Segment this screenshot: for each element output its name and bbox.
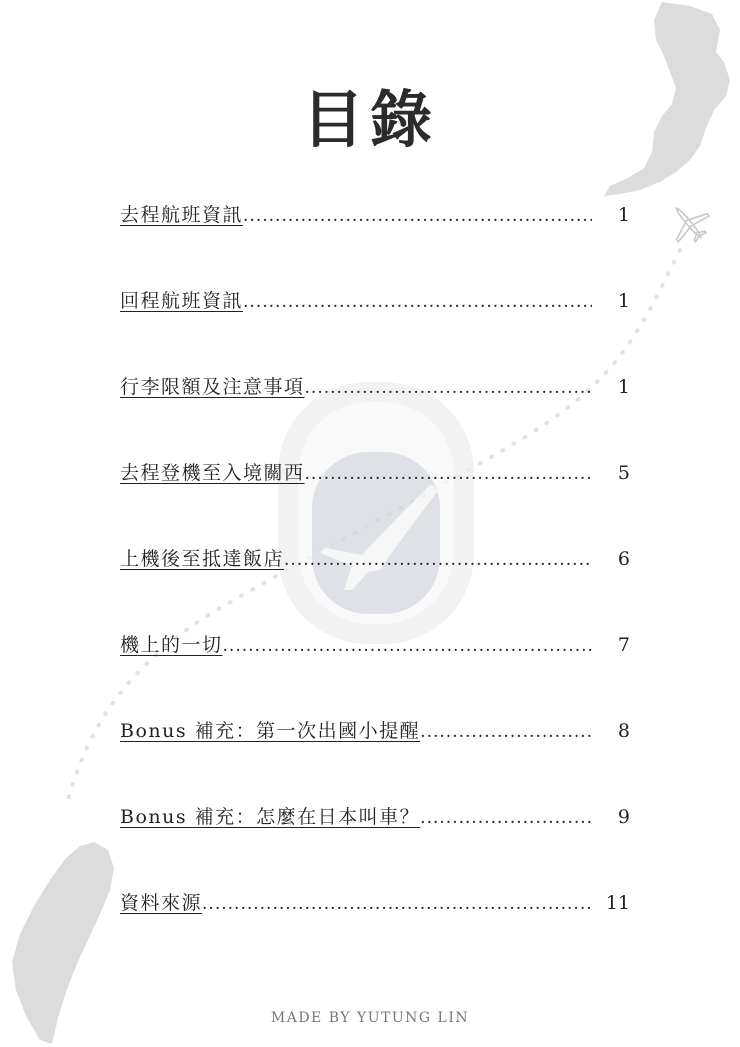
toc-item-label: 上機後至抵達飯店 — [120, 548, 285, 570]
toc-item-label: 行李限額及注意事項 — [120, 376, 305, 398]
toc-item-return-flight[interactable] — [120, 286, 630, 316]
toc-item-page: 8 — [617, 720, 630, 742]
toc-leader-dots — [420, 722, 592, 742]
toc-leader-dots — [284, 550, 592, 570]
airplane-icon — [661, 195, 716, 250]
airplane-window-icon — [278, 382, 474, 644]
toc-item-bonus-tips[interactable] — [120, 716, 630, 746]
toc-item-page: 1 — [617, 204, 630, 226]
toc-item-page: 11 — [605, 892, 630, 914]
toc-leader-dots — [305, 378, 592, 398]
toc-item-page: 9 — [617, 806, 630, 828]
page-title: 目錄 — [301, 83, 438, 156]
toc-item-label: 回程航班資訊 — [120, 290, 244, 312]
toc-leader-dots — [420, 808, 592, 828]
toc-item-label: 機上的一切 — [120, 634, 223, 656]
toc-leader-dots — [243, 206, 592, 226]
toc-leader-dots — [305, 464, 592, 484]
toc-item-page: 6 — [617, 548, 630, 570]
toc-leader-dots — [202, 894, 592, 914]
toc-item-page: 7 — [617, 634, 630, 656]
toc-leader-dots — [243, 292, 592, 312]
toc-item-outbound-flight[interactable] — [120, 200, 630, 230]
toc-item-label: 去程登機至入境關西 — [120, 462, 305, 484]
toc-item-page: 1 — [617, 290, 630, 312]
toc-item-to-hotel[interactable] — [120, 544, 630, 574]
toc-item-label: 去程航班資訊 — [120, 204, 244, 226]
toc-item-page: 5 — [617, 462, 630, 484]
toc-item-bonus-taxi[interactable] — [120, 802, 630, 832]
toc-item-label: Bonus 補充：怎麼在日本叫車？ — [120, 806, 421, 828]
footer-credit: MADE BY YUTUNG LIN — [270, 1010, 470, 1026]
toc-item-sources[interactable] — [120, 888, 630, 918]
toc-item-boarding[interactable] — [120, 458, 630, 488]
toc-leader-dots — [223, 636, 592, 656]
toc-item-label: 資料來源 — [120, 892, 203, 914]
toc-item-page: 1 — [617, 376, 630, 398]
toc-item-onboard[interactable] — [120, 630, 630, 660]
toc-item-label: Bonus 補充：第一次出國小提醒 — [120, 720, 421, 742]
toc-item-baggage[interactable] — [120, 372, 630, 402]
